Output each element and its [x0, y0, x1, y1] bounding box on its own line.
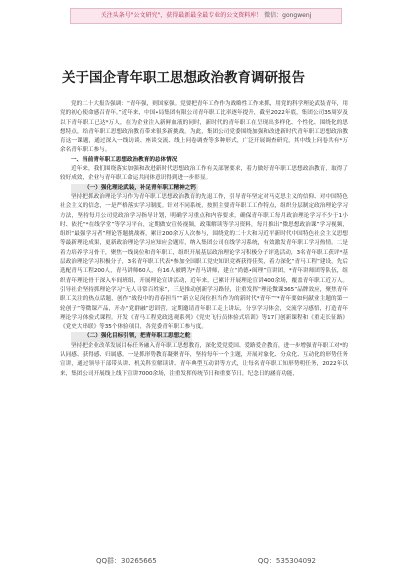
document-body [60, 100, 348, 379]
footer-qq-group: QQ群：30265665 [96, 557, 157, 565]
page-footer [96, 556, 316, 566]
promo-banner [70, 8, 342, 24]
document-title: 关于国企青年职工思想政治教育调研报告 [62, 70, 305, 86]
subsection-2-paragraph: 坚持把企业改革发展目标任务融入青年职工思想教育，深化爱党爱国、爱路爱企教育，进一步增强青年职工对*的认同感、获得感、归属感。一是抓形势教育凝聚青年，坚持每年一个主题，开展对象化、分众化、互动化的形势任务宣讲，通过领导干部带头讲、机关科室解读讲、青年典型互动讲等方式，让每名青年职工知形势明任务，2022年以来，集团公司开展线上线下宣讲7000余场，注重发挥传统节日和重要节日，纪念日的涵育功能， [60, 342, 348, 377]
promo-banner-wechat: 微信：gongwenj [264, 12, 312, 19]
promo-banner-text: 关注头条号"公文研究"，获得最新最全最专业的公文资料库！ [100, 12, 263, 19]
section-1-paragraph: 近年来，我们围绕落实加强和改进新时代思想政治工作有关部署要求，着力做好青年职工思想政治教育，取得了较好成效，企业与青年职工命运共同体意识得到进一步彰显。 [60, 166, 348, 182]
subsection-heading-2 [60, 332, 348, 341]
intro-paragraph: 党的二十大报告强调：“青年强，则国家强。党要把青年工作作为战略性工作来抓，用党的科学理论武装青年，用党的初心使命感召青年。”近年来，中国•局集团有限公司青年职工比率逐年提升，截至2022年底，集团公司35周岁及以下青年职工已达*万人，在为企业注入新鲜血液的同时，新时代的青年职工在呈现出多样化、个性化、围绕化的思想特点，给青年职工思想政治教育带来很多新挑战。为此，集团公司党委围绕加强和改进新时代青年职工思想政治教育这一课题，通过深入一线访谈、座谈交流、线上问卷调查等多种形式，广泛开展调查研究，其中线上问卷共有*万余名青年职工参与。 [60, 101, 348, 154]
subsection-heading-1 [60, 184, 348, 193]
subsection-heading-2-label: （二）强化目标引领，把青年职工思想之舵 [71, 332, 192, 341]
subsection-heading-1-label: （一）强化理论武装，补足青年职工精神之钙 [71, 184, 198, 193]
footer-qq: QQ：535304092 [257, 557, 316, 565]
subsection-1-paragraph: 坚持把抓政治理论学习作为青年职工思想政治教育的先退工作，引导青年坚定对马克思主义的信仰、对中国特色社会主义的信念，一是严格落实学习制度。针对不同系统，按照主要青年职工工作特点，组织分层制定政治理论学习方法，坚持每月公司党政治学习指导计划，明确学习重点和内容要求，确保青年职工每月政治理论学习不少于1小时、依托“*在线学堂”等学习平台，定期做安宣传视频，政策解读等学习资料，每月推出“微思想政治课”学习视频，组织“最强学习者”理论答题挑战赛，累计200余万人次参与，围绕党的二十大和习近平新时代中国特色社会主义思想等最新理论成果，更新政治理论学习应知应会题库，纳入集团公司在线学习系统，有效激发青年职工学习热情。二是着力培养学习骨干，聚焦一线岗位和青年职工，组织开展基层政治理论学习积极分子评选活动，3名青年职工获评*基层政治理论学习积极分子，3名青年职工代表*参加全国职工党史知识竞赛获得佳奖，着力深化“青马工程”建设，先后选配青马工程200人，青马讲师60人，有16人被聘为*青马讲师，建立“尚德•闽理”宣讲团，*青年讲师团等队伍，组织青年理论骨干深入车间班组，开展理论宣讲活动，近年来，已累计开展理论宣讲400余场，覆盖青年职工近万人。引导社企坚持抓理论学习“无人寻常百姓家”，三是推动创新学习路径，注重发挥“理论微课365”品牌效应，聚焦青年职工关注的热点话题，创作“战役中的青春担当”“新立足岗位担当作为的新时代*青年”“*青年要如何献业主题的第一轮创子”等微课产品，开办“党群融”思训营，定期邀请青年职工走上讲坛，分享学习体会，交流学习感悟，打造青年理论学习体验式课程。开发《青马工程党政选观系列》《党史飞行员体验式培训》等17门创新课程和《重走长征路》《党史大串联》等35个体验项目，各党委青年职工参与度。 [60, 193, 348, 331]
section-heading-1: 一、当前青年职工思想政治教育的总体情况 [71, 156, 178, 163]
